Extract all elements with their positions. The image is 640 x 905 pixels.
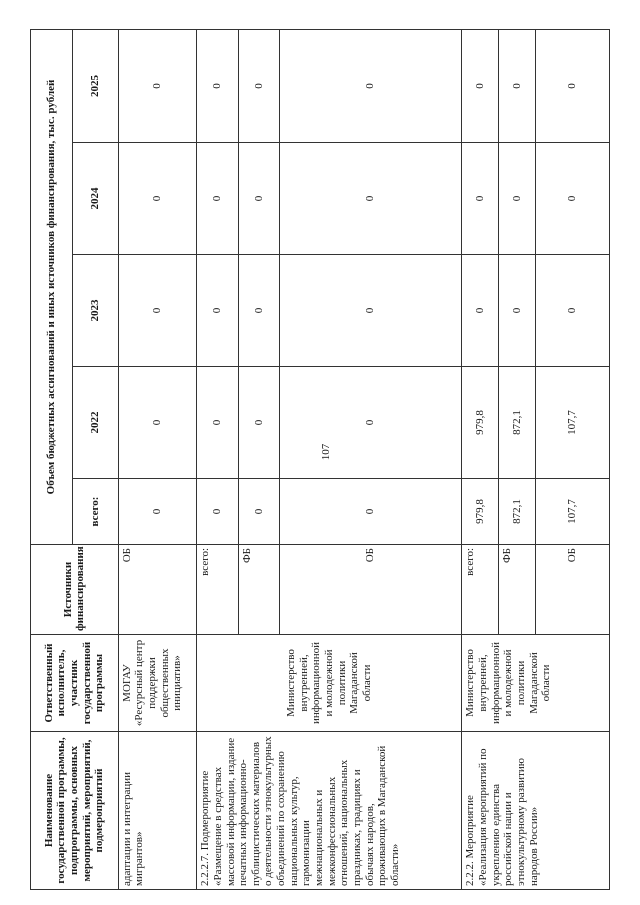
row-source: ФБ [238, 545, 280, 635]
row-executor: Министерство внутренней, информационной и молодежной политики Магаданской области [462, 635, 610, 732]
row-executor: Министерство внутренней, информационной и молодежной политики Магаданской области [197, 635, 462, 732]
cell-value: 0 [280, 29, 462, 142]
row-source: ОБ [536, 545, 610, 635]
cell-value: 0 [197, 367, 239, 479]
header-source: Источники финансирования [31, 545, 119, 635]
row-source: всего: [197, 545, 239, 635]
cell-value: 979,8 [462, 367, 499, 479]
cell-value: 0 [118, 143, 197, 255]
header-2025: 2025 [72, 29, 118, 142]
header-2024: 2024 [72, 143, 118, 255]
cell-value: 0 [118, 479, 197, 545]
cell-value: 0 [280, 479, 462, 545]
cell-value: 0 [197, 255, 239, 367]
page-number: 107 [320, 443, 332, 461]
cell-value: 0 [536, 143, 610, 255]
cell-value: 0 [499, 29, 536, 142]
row-name: 2.2.2. Мероприятие «Реализация мероприятий по укреплению единства российской нации и этнокультурному развитию народов России» [462, 732, 610, 890]
cell-value: 0 [462, 143, 499, 255]
row-source: ФБ [499, 545, 536, 635]
cell-value: 0 [536, 29, 610, 142]
table-row [462, 29, 499, 889]
cell-value: 0 [197, 143, 239, 255]
table-row [197, 29, 239, 889]
cell-value: 0 [499, 255, 536, 367]
cell-value: 0 [462, 29, 499, 142]
cell-value: 0 [197, 29, 239, 142]
cell-value: 0 [197, 479, 239, 545]
cell-value: 0 [238, 255, 280, 367]
row-source: ОБ [118, 545, 197, 635]
cell-value: 0 [238, 29, 280, 142]
header-2022: 2022 [72, 367, 118, 479]
cell-value: 979,8 [462, 479, 499, 545]
cell-value: 0 [118, 367, 197, 479]
row-source: ОБ [280, 545, 462, 635]
row-name: адаптации и интеграции мигрантов» [118, 732, 197, 890]
budget-table [30, 29, 610, 890]
cell-value: 0 [280, 367, 462, 479]
header-2023: 2023 [72, 255, 118, 367]
cell-value: 872,1 [499, 479, 536, 545]
cell-value: 107,7 [536, 479, 610, 545]
cell-value: 0 [118, 255, 197, 367]
cell-value: 0 [536, 255, 610, 367]
cell-value: 0 [238, 479, 280, 545]
cell-value: 0 [280, 143, 462, 255]
cell-value: 107,7 [536, 367, 610, 479]
table-row [118, 29, 197, 889]
row-name: 2.2.2.7. Подмероприятие «Размещение в средствах массовой информации, издание печатных информационно-публицистических материалов о деятельности этнокультурных объединений по сохранению национальных культур, гармонизации межнациональных и межконфессиональных отношений, национальных праздниках, традициях и обычаях народов, проживающих в Магаданской области» [197, 732, 462, 890]
rotated-table-wrapper [30, 30, 610, 890]
cell-value: 0 [462, 255, 499, 367]
cell-value: 0 [118, 29, 197, 142]
cell-value: 0 [280, 255, 462, 367]
cell-value: 0 [238, 367, 280, 479]
row-source: всего: [462, 545, 499, 635]
row-executor: МОГАУ «Ресурсный центр поддержки общественных инициатив» [118, 635, 197, 732]
header-total: всего: [72, 479, 118, 545]
header-executor: Ответственный исполнитель, участник государственной программы [31, 635, 119, 732]
header-volume: Объем бюджетных ассигнований и иных источников финансирования, тыс. рублей [31, 29, 73, 544]
header-name: Наименование государственной программы, подпрограммы, основных мероприятий, мероприятий, подмероприятий [31, 732, 119, 890]
cell-value: 0 [238, 143, 280, 255]
cell-value: 0 [499, 143, 536, 255]
cell-value: 872,1 [499, 367, 536, 479]
